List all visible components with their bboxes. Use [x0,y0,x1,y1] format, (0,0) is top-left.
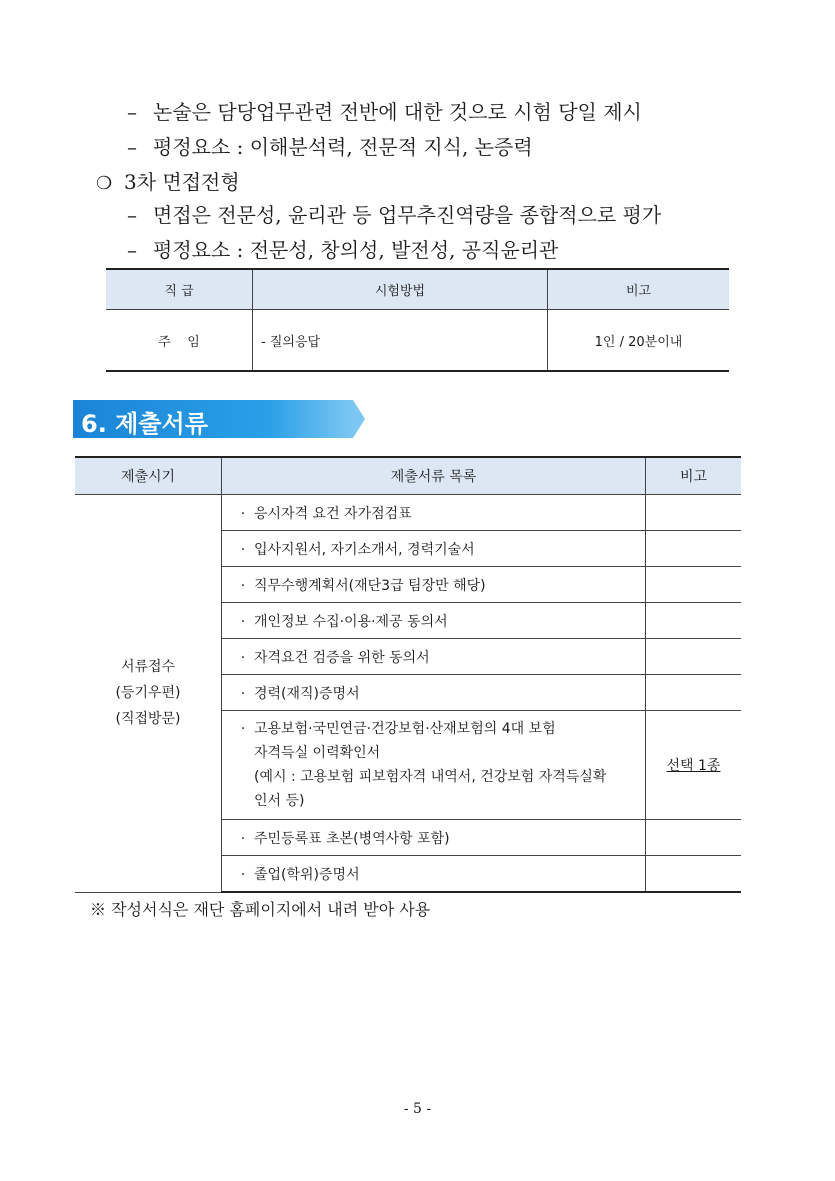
interview-criteria [127,234,558,263]
document-item [222,495,646,531]
table-row [106,310,729,372]
document-item [222,531,646,567]
bullet: · [240,830,246,847]
note-cell [646,567,742,603]
header-note: 비고 [548,269,730,310]
period-line: (등기우편) [115,685,181,702]
document-item-insurance [222,711,646,820]
period-line: (직접방문) [115,711,181,728]
stage3-title: 3차 면접전형 [124,170,240,194]
grade-cell: 주 임 [106,310,253,372]
note-cell [646,820,742,856]
note-cell [646,603,742,639]
table-row [75,495,741,531]
section-header-arrow [353,400,365,438]
period-cell [75,495,222,893]
document-item [222,567,646,603]
note-cell [646,531,742,567]
section-title: 6. 제출서류 [81,410,208,438]
header-method: 시험방법 [253,269,548,310]
document-text: (예시 : 고용보험 피보험자격 내역서, 건강보험 자격득실확 [254,769,607,785]
document-text: 개인정보 수집·이용·제공 동의서 [254,613,448,630]
document-text: 직무수행계획서(재단3급 팀장만 해당) [254,577,486,594]
header-documents: 제출서류 목록 [222,457,646,495]
note-cell [646,711,742,820]
dash-marker: – [127,203,137,227]
note-cell [646,856,742,893]
essay-criteria [127,131,533,160]
header-grade: 직 급 [106,269,253,310]
bullet: · [240,505,246,522]
document-text: 경력(재직)증명서 [254,685,360,702]
select-one-note: 선택 1종 [666,758,721,774]
dash-marker: – [127,100,137,124]
exam-method-table [106,268,729,372]
interview-text: 면접은 전문성, 윤리관 등 업무추진역량을 종합적으로 평가 [153,203,662,227]
document-item [222,603,646,639]
bullet: · [240,721,246,737]
header-period: 제출시기 [75,457,222,495]
dash-marker: – [127,238,137,262]
document-text: 자격득실 이력확인서 [254,745,381,761]
document-text: 인서 등) [254,793,305,809]
note-cell [646,495,742,531]
document-item [222,856,646,893]
document-item [222,675,646,711]
bullet: · [240,541,246,558]
document-item [222,639,646,675]
document-text: 졸업(학위)증명서 [254,866,360,883]
documents-table [75,456,741,893]
bullet: · [240,577,246,594]
page-number: - 5 - [403,1101,432,1117]
essay-criteria-text: 평정요소 : 이해분석력, 전문적 지식, 논증력 [153,135,533,159]
note-cell [646,675,742,711]
document-text: 고용보험·국민연금·건강보험·산재보험의 4대 보험 [254,721,556,737]
note-cell [646,639,742,675]
document-text: 자격요건 검증을 위한 동의서 [254,649,430,666]
interview-criteria-text: 평정요소 : 전문성, 창의성, 발전성, 공직윤리관 [153,238,559,262]
document-text: 응시자격 요건 자가점검표 [254,505,412,522]
note-cell: 1인 / 20분이내 [548,310,730,372]
method-cell: - 질의응답 [253,310,548,372]
document-item [222,820,646,856]
section-header [73,400,368,438]
interview-description [127,199,661,228]
bullet: · [240,649,246,666]
essay-description [127,96,642,125]
bullet: · [240,866,246,883]
stage3-heading [96,166,240,195]
essay-text: 논술은 담당업무관련 전반에 대한 것으로 시험 당일 제시 [153,100,642,124]
document-text: 주민등록표 초본(병역사항 포함) [254,830,450,847]
footnote: ※ 작성서식은 재단 홈페이지에서 내려 받아 사용 [90,900,431,919]
period-line: 서류접수 [120,659,176,676]
bullet: · [240,685,246,702]
circle-bullet-icon: ❍ [96,173,113,194]
document-text: 입사지원서, 자기소개서, 경력기술서 [254,541,475,558]
bullet: · [240,613,246,630]
header-note: 비고 [646,457,742,495]
dash-marker: – [127,135,137,159]
